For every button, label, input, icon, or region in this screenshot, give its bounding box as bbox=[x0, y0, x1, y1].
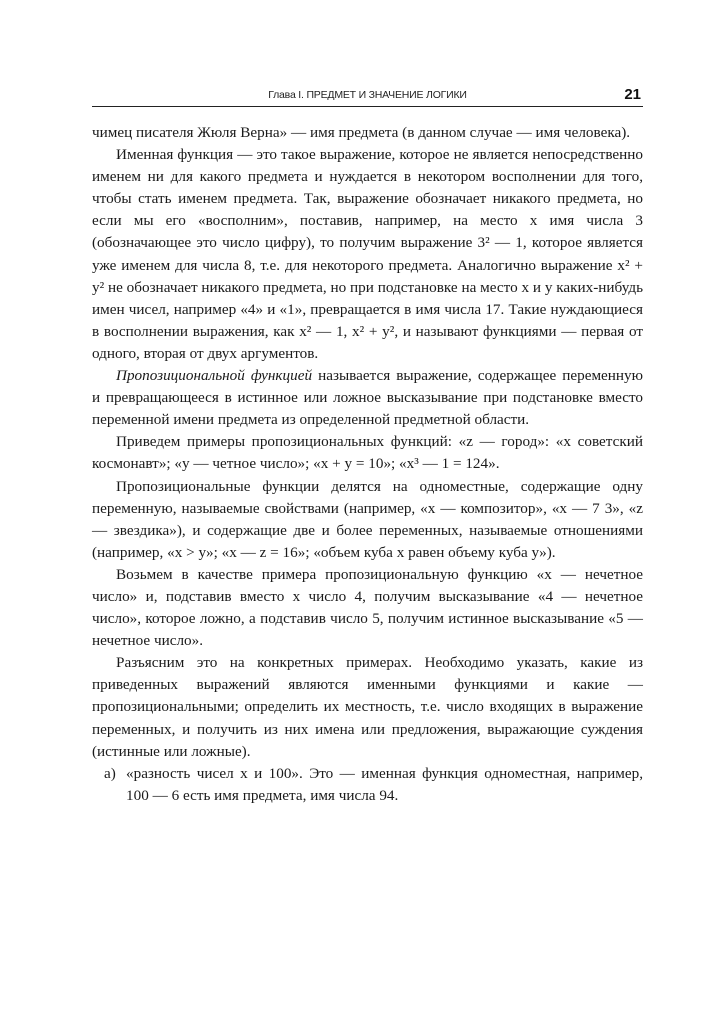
paragraph-propositional-definition bbox=[92, 365, 643, 431]
running-title: Глава I. ПРЕДМЕТ И ЗНАЧЕНИЕ ЛОГИКИ bbox=[268, 89, 467, 101]
list-item-text: «разность чисел х и 100». Это — именная функция одноместная, например, 100 — 6 есть имя предмета, имя числа 94. bbox=[126, 764, 643, 804]
paragraph-continued: чимец писателя Жюля Верна» — имя предмета (в данном случае — имя человека). bbox=[92, 124, 631, 141]
paragraph-examples: Приведем примеры пропозициональных функций: «z — город»: «х советский космонавт»; «у — четное число»; «х + y = 10»; «х³ — 1 = 124». bbox=[92, 433, 643, 473]
running-header bbox=[92, 88, 643, 107]
defined-term: Пропозициональной функцией bbox=[116, 367, 313, 385]
paragraph-task: Разъясним это на конкретных примерах. Необходимо указать, какие из приведенных выражений являются именными функциями и какие — пропозициональными; определить их местность, т.е. число входящих в выражение переменных, и получить из них имена или предложения, выражающие суждения (истинные или ложные). bbox=[92, 654, 643, 760]
page-number: 21 bbox=[624, 86, 641, 103]
list-item-a: а) «разность чисел х и 100». Это — именная функция одноместная, например, 100 — 6 есть имя предмета, имя числа 94. bbox=[104, 764, 643, 804]
paragraph-name-function: Именная функция — это такое выражение, которое не является непосредственно именем ни для какого предмета и нуждается в некотором восполнении для того, чтобы стать именем предмета. Так, выражение обозначает никакого предмета, но если мы его «восполним», поставив, например, на место х имя числа 3 (обозначающее это число цифру), то получим выражение 3² — 1, которое является уже именем для числа 8, т.е. для некоторого предмета. Аналогично выражение x² + y² не обозначает никакого предмета, но при подстановке на место x и y каких-нибудь имен чисел, например «4» и «1», превращается в имя числа 17. Такие нуждающиеся в восполнении выражения, как x² — 1, x² + y², и называют функциями — первая от одного, вторая от двух аргументов. bbox=[92, 146, 643, 362]
body-text bbox=[92, 122, 643, 807]
paragraph-classification: Пропозициональные функции делятся на одноместные, содержащие одну переменную, называемые свойствами (например, «х — композитор», «х — 7 3», «z — звездика»), и содержащие две и более переменных, называемые отношениями (например, «x > y»; «x — z = 16»; «объем куба x равен объему куба y»). bbox=[92, 477, 643, 561]
definition-text: называется выражение, содержащее переменную и превращающееся в истинное или ложное высказывание при подстановке вместо переменной имени предмета из определенной предметной области. bbox=[92, 367, 643, 429]
paragraph-odd-number-example: Возьмем в качестве примера пропозициональную функцию «х — нечетное число» и, подставив вместо х число 4, получим высказывание «4 — нечетное число», которое ложно, а подставив число 5, получим истинное высказывание «5 — нечетное число». bbox=[92, 565, 643, 650]
